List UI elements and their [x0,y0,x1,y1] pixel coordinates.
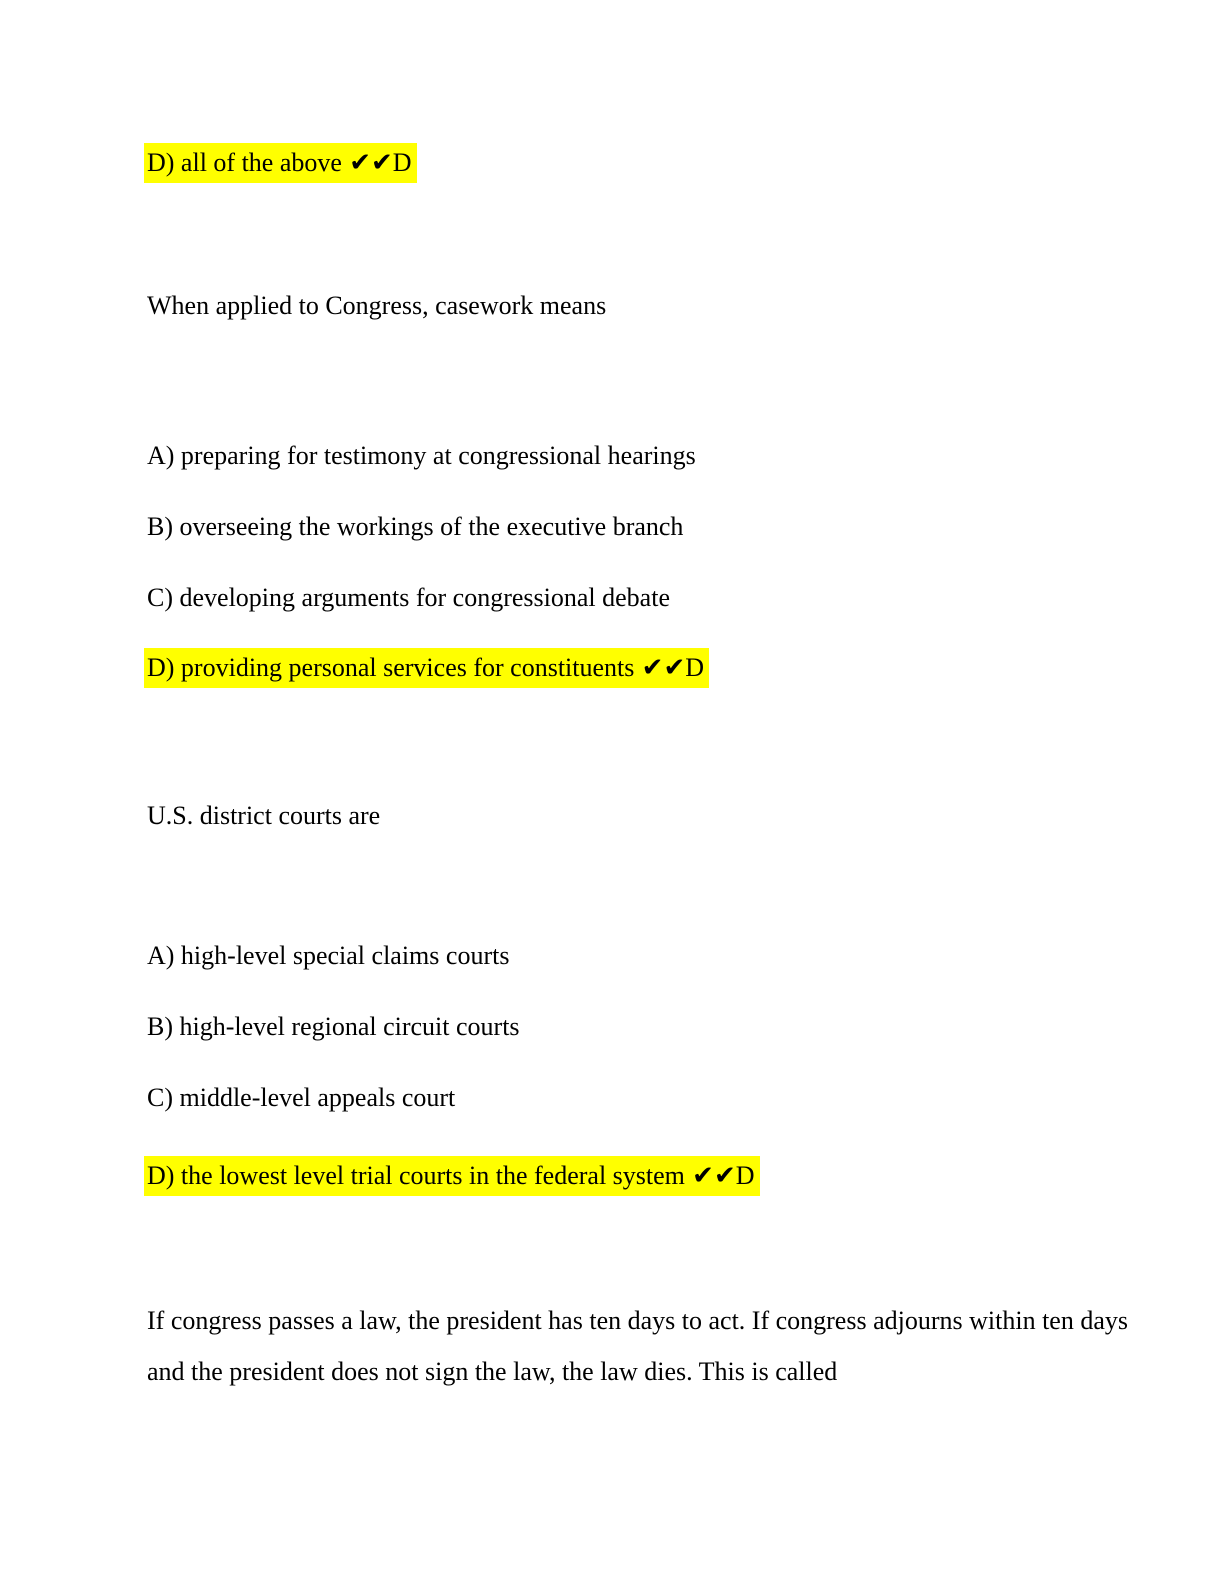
answer-option-b: B) high-level regional circuit courts [147,1012,520,1041]
answer-line-previous [144,143,417,183]
highlight [144,1156,760,1196]
answer-option-b: B) overseeing the workings of the executive branch [147,512,684,541]
answer-option-c: C) developing arguments for congressional debate [147,583,670,612]
answer-option-a: A) preparing for testimony at congressional hearings [147,441,696,470]
highlight [144,648,709,688]
question-stem: When applied to Congress, casework means [147,291,607,320]
answer-option-c: C) middle-level appeals court [147,1083,456,1112]
question-stem: U.S. district courts are [147,801,381,830]
correct-marker: ✔✔D [692,1161,755,1190]
answer-option-a: A) high-level special claims courts [147,941,510,970]
correct-marker: ✔✔D [641,653,705,682]
highlight [144,143,417,183]
question-stem-line-2: and the president does not sign the law, the law dies. This is called [147,1357,838,1386]
answer-text: D) all of the above [147,148,342,177]
answer-text: D) providing personal services for constituents [147,653,635,682]
answer-text: D) the lowest level trial courts in the federal system [147,1161,685,1190]
answer-option-d-correct [144,1156,760,1196]
question-stem-line-1: If congress passes a law, the president has ten days to act. If congress adjourns within ten days [147,1306,1128,1335]
answer-option-d-correct [144,648,709,688]
correct-marker: ✔✔D [349,148,412,177]
